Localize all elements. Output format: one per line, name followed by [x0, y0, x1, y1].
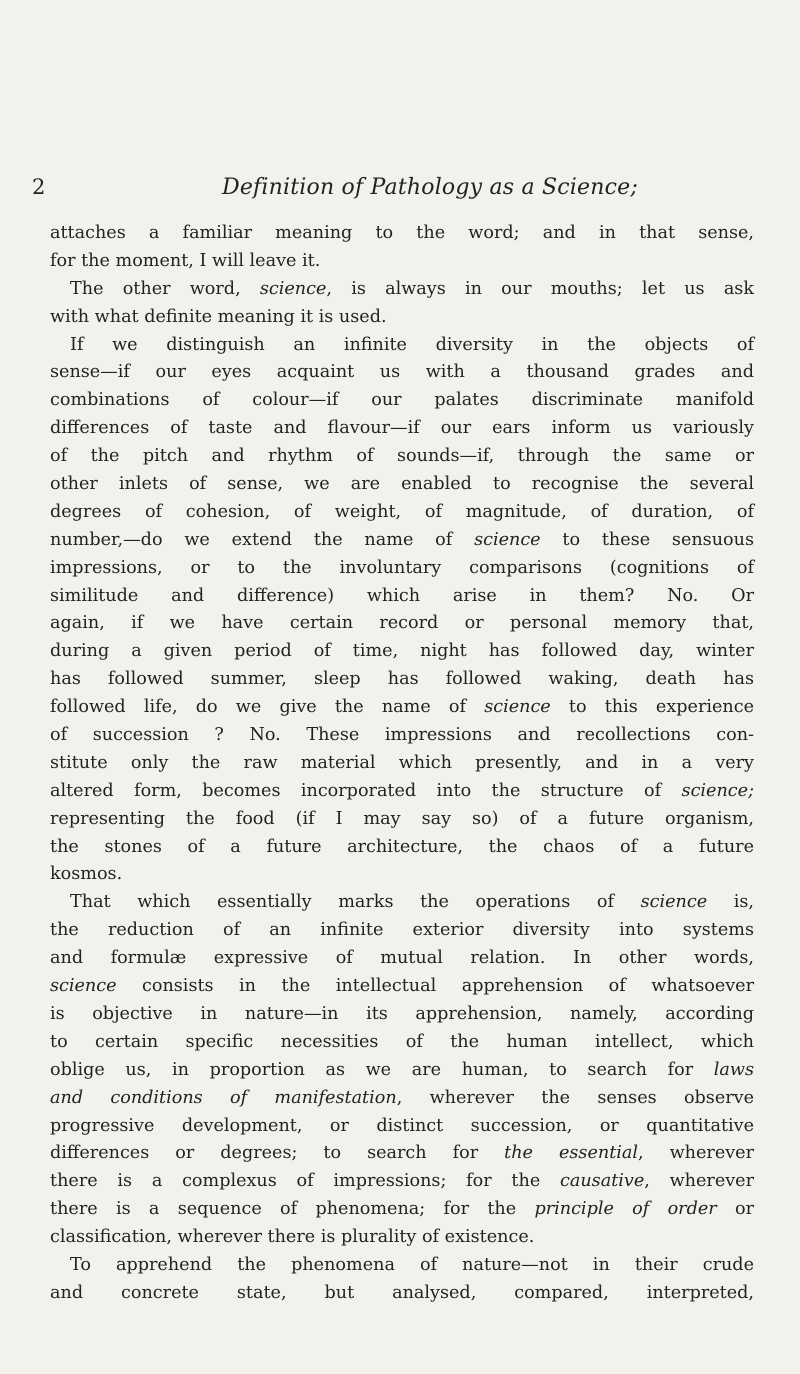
text-line: the stones of a future architecture, the chaos of a future	[50, 836, 754, 857]
text-line: of succession ? No. These impressions and recollections con-	[50, 725, 754, 746]
italic-term: science	[484, 697, 551, 718]
text-line: impressions, or to the involuntary comparisons (cognitions of	[50, 557, 754, 578]
text-line: similitude and difference) which arise in them? No. Or	[50, 585, 754, 606]
text-line: for the moment, I will leave it.	[50, 250, 321, 271]
text-line: with what definite meaning it is used.	[50, 306, 387, 327]
text-line: classification, wherever there is plurality of existence.	[50, 1227, 535, 1248]
text-line: degrees of cohesion, of weight, of magnitude, of duration, of	[50, 501, 754, 522]
text-line: number,—do we extend the name of science to these sensuous	[50, 529, 754, 550]
text-line: and conditions of manifestation, wherever the senses observe	[50, 1087, 754, 1108]
text-line: and formulæ expressive of mutual relation. In other words,	[50, 948, 754, 969]
text-line: is objective in nature—in its apprehension, namely, according	[50, 1003, 754, 1024]
italic-term: science	[474, 529, 541, 550]
text-line: science consists in the intellectual apprehension of whatsoever	[50, 976, 754, 997]
text-line: kosmos.	[50, 864, 123, 885]
italic-term: science	[640, 892, 708, 913]
text-line: to certain specific necessities of the human intellect, which	[50, 1031, 754, 1052]
text-line: To apprehend the phenomena of nature—not in their crude	[70, 1254, 754, 1275]
text-line: That which essentially marks the operations of science is,	[70, 892, 755, 913]
text-line: there is a sequence of phenomena; for the principle of order or	[50, 1199, 754, 1220]
text-line: progressive development, or distinct succession, or quantitative	[50, 1115, 754, 1136]
text-line: representing the food (if I may say so) of a future organism,	[50, 808, 754, 829]
italic-term: the essential	[504, 1143, 639, 1164]
text-line: of the pitch and rhythm of sounds—if, through the same or	[50, 446, 754, 467]
text-line: altered form, becomes incorporated into the structure of science;	[50, 780, 754, 801]
text-line: the reduction of an infinite exterior diversity into systems	[50, 920, 754, 941]
italic-term: science	[259, 278, 327, 299]
body-text	[50, 220, 754, 1308]
text-line: has followed summer, sleep has followed waking, death has	[50, 669, 754, 690]
page-header	[32, 175, 752, 205]
text-line: attaches a familiar meaning to the word; and in that sense,	[50, 223, 754, 243]
text-line: stitute only the raw material which presently, and in a very	[50, 752, 754, 773]
text-line: If we distinguish an infinite diversity in the objects of	[70, 334, 754, 355]
text-line: The other word, science, is always in our mouths; let us ask	[70, 278, 754, 299]
italic-term: principle of order	[534, 1199, 717, 1220]
text-line: differences of taste and flavour—if our ears inform us variously	[50, 418, 754, 439]
text-line: differences or degrees; to search for the essential, wherever	[50, 1143, 755, 1164]
italic-term: and conditions of manifestation	[50, 1087, 397, 1108]
page-number: 2	[32, 175, 46, 199]
text-line: sense—if our eyes acquaint us with a thousand grades and	[50, 362, 754, 383]
text-line: there is a complexus of impressions; for the causative, wherever	[50, 1171, 754, 1192]
text-line: combinations of colour—if our palates discriminate manifold	[50, 390, 754, 411]
italic-term: science;	[681, 780, 754, 801]
running-title: Definition of Pathology as a Science;	[222, 175, 638, 200]
text-line: and concrete state, but analysed, compared, interpreted,	[50, 1282, 754, 1303]
text-line: other inlets of sense, we are enabled to recognise the several	[50, 474, 754, 495]
italic-term: science	[50, 976, 117, 997]
italic-term: laws	[713, 1059, 754, 1080]
italic-term: causative	[560, 1171, 645, 1192]
text-line: oblige us, in proportion as we are human, to search for laws	[50, 1059, 754, 1080]
text-line: during a given period of time, night has followed day, winter	[50, 641, 754, 662]
text-line: again, if we have certain record or personal memory that,	[50, 613, 754, 634]
text-line: followed life, do we give the name of science to this experience	[50, 697, 754, 718]
